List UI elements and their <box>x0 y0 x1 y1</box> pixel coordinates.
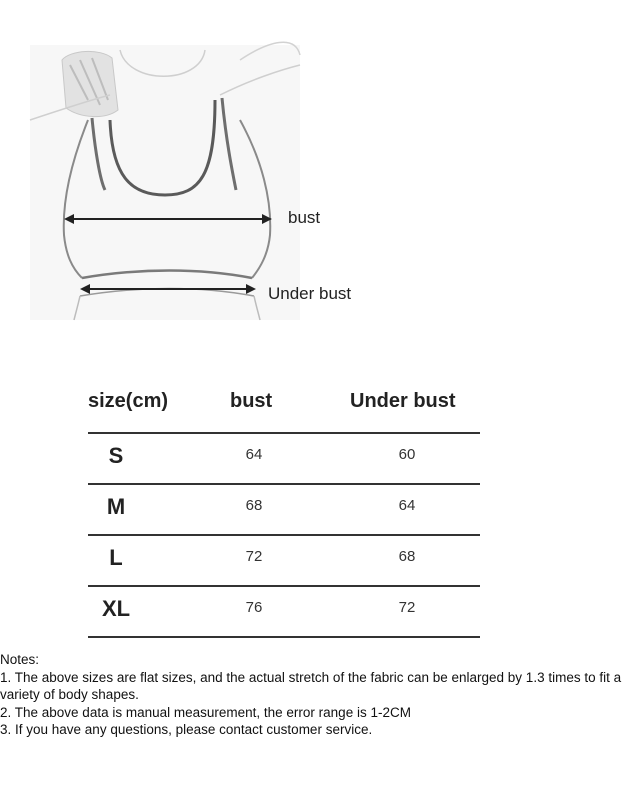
notes <box>0 651 630 739</box>
bust-cell: 72 <box>245 548 263 565</box>
under-bust-cell: 64 <box>398 497 416 514</box>
table-row <box>88 585 480 638</box>
note-line: 3. If you have any questions, please contact customer service. <box>0 722 373 737</box>
size-table <box>88 388 480 638</box>
size-cell: M <box>106 494 126 519</box>
bust-cell: 68 <box>245 497 263 514</box>
size-cell: XL <box>101 596 131 621</box>
table-row <box>88 432 480 483</box>
header-under-bust: Under bust <box>350 390 456 412</box>
header-bust: bust <box>230 390 273 412</box>
measurement-figure <box>0 0 635 340</box>
under-bust-label: Under bust <box>268 284 352 303</box>
header-size: size(cm) <box>88 390 169 412</box>
under-bust-cell: 68 <box>398 548 416 565</box>
note-line: 2. The above data is manual measurement, the error range is 1-2CM <box>0 704 411 720</box>
notes-title: Notes: <box>0 652 40 667</box>
table-row <box>88 534 480 585</box>
under-bust-cell: 60 <box>398 446 416 463</box>
table-header <box>88 388 480 432</box>
note-line: 1. The above sizes are flat sizes, and the actual stretch of the fabric can be enlarged by 1.3 times to fit a variety of body shapes. <box>0 669 622 702</box>
bust-label: bust <box>288 208 321 227</box>
table-row <box>88 483 480 534</box>
under-bust-cell: 72 <box>398 599 416 616</box>
size-cell: S <box>108 443 124 468</box>
bust-cell: 76 <box>245 599 263 616</box>
size-cell: L <box>109 545 123 570</box>
bust-cell: 64 <box>245 446 263 463</box>
